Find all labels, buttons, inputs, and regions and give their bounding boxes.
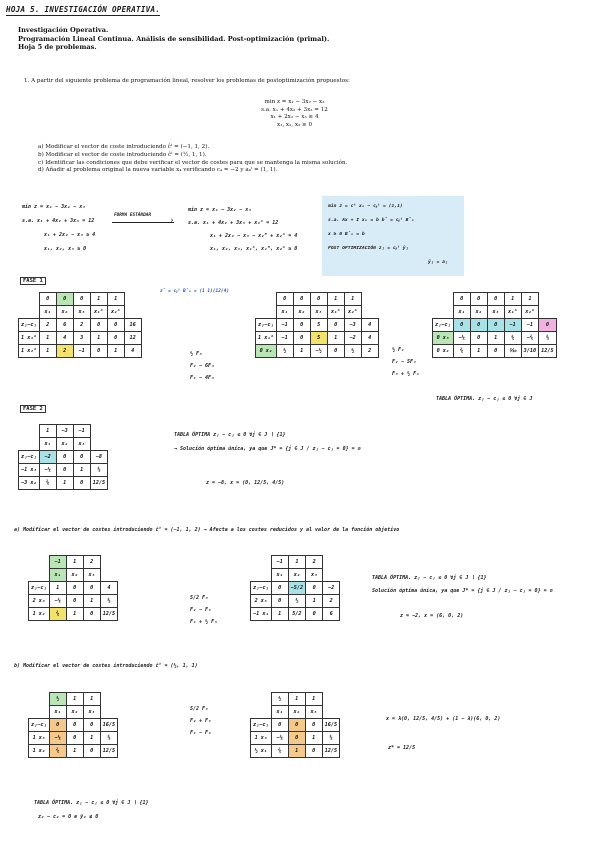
- op-a-2: F₂ − F₃: [190, 607, 212, 613]
- simplex-table-a-2: −1 1 2 x₁ x₂ x₃ zⱼ−cⱼ 0 −5/2 0 −2 2 x₃ 0 ½ 1 2 −1 x₁ 1 5/2 0 6: [250, 555, 340, 621]
- hw-std-obj: min z = x₁ − 3x₂ − x₃: [188, 207, 252, 213]
- simplex-table-a-1: −1 1 2 x₁ x₂ x₃ zⱼ−cⱼ 1 0 0 4 2 x₃ −⅕ 0 1 ⅘ 1 x₂ ⅖ 1 0 12/5: [28, 555, 118, 621]
- solution-a: z = −2, x = (6, 0, 2): [400, 613, 464, 619]
- ops-1: [190, 348, 214, 384]
- op-b-2: F₂ + F₃: [190, 718, 212, 724]
- note-4: POST OPTIMIZACIÓN zⱼ = cᵦᵗ ȳⱼ: [328, 246, 409, 251]
- item-d: d) Añadir al problema original la nueva variable x₄ verificando c₄ = −2 y a₄ᵗ = (1, 1).: [38, 167, 278, 174]
- simplex-table-b-1: ½ 1 1 x₁ x₂ x₃ zⱼ−cⱼ 0 0 0 16/5 1 x₃ −⅕ 0 1 ⅘ 1 x₂ ⅖ 1 0 12/5: [28, 692, 118, 758]
- item-a: a) Modificar el vector de coste introduciendo ĉᵗ = (−1, 1, 2).: [38, 144, 210, 150]
- solution-2: z = −8, x = (0, 12/5, 4/5): [206, 480, 285, 486]
- op-f2: F₂ − 6F₃: [190, 363, 215, 369]
- document-header: [18, 26, 329, 52]
- op-half-f3: ½ F₃: [190, 351, 203, 357]
- hw-original: [22, 200, 95, 256]
- hw-std-c1: s.a. x₁ + 4x₂ + 3x₃ + x₁ᴬ = 12: [188, 220, 279, 226]
- op-half-f4: ½ F₄: [392, 347, 405, 353]
- op-b-3: F₄ − F₃: [190, 730, 212, 736]
- lp-nonneg: x₁, x₂, x₃ ≥ 0: [276, 121, 313, 128]
- page-title: HOJA 5. INVESTIGACIÓN OPERATIVA.: [6, 5, 161, 14]
- optimal-note-2: TABLA ÓPTIMA zⱼ − cⱼ ≤ 0 ∀j ∈ J ∖ {1}: [174, 432, 286, 438]
- alt-optimum-note-b: z₂ − c₂ = 0 e ȳ₂ ≰ 0: [38, 814, 99, 820]
- section-a-title: a) Modificar el vector de costes introduciendo ĉᵗ = (−1, 1, 2) → Afecta a los costes reducidos y al valor de la función objetivo: [14, 527, 400, 533]
- lp-objective: min z = x₁ − 3x₂ − x₃: [264, 99, 325, 105]
- course-name: Investigación Operativa.: [18, 26, 109, 34]
- arrow-line: [112, 222, 174, 223]
- op-f3: F₃ + ½ F₄: [392, 371, 420, 377]
- arrow-icon: ›: [170, 216, 174, 226]
- optimal-note-a: TABLA ÓPTIMA. zⱼ − cⱼ ≤ 0 ∀j ∈ J ∖ {1}: [372, 575, 487, 581]
- op-a-3: F₄ + ½ F₃: [190, 619, 218, 625]
- objective-b: z* = 12/5: [388, 745, 416, 751]
- sheet-label: Hoja 5 de problemas.: [18, 43, 97, 52]
- simplex-table-f2: 1 −3 −1 x₁ x₂ x₃ zⱼ−cⱼ −2 0 0 −8 −1 x₃ −⅕ 0 1 ⅘ −3 x₂ ⅖ 1 0 12/5: [18, 424, 108, 490]
- ops-2: [392, 344, 419, 380]
- simplex-table-f1-2: 0 0 0 1 1 x₁ x₂ x₃ x₁ᴬ x₂ᴬ zⱼ−cⱼ −1 0 5 0 −3 4 1 x₁ᴬ −1 0 5 1 −2 4 0 x₂ ½ 1 −½ 0 ½ 2: [255, 292, 379, 358]
- lp-formulation: [0, 99, 599, 129]
- note-1: min z = cᵗ xₙ − cᵦᵗ = (1,1): [328, 204, 403, 209]
- hw-std-nn: x₁, x₂, x₃, x₁ᴬ, x₂ᴴ, x₂ᴬ ≥ 0: [210, 246, 298, 252]
- item-b: b) Modificar el vector de coste introduciendo ĉᵗ = (½, 1, 1).: [38, 151, 207, 158]
- postopt-notes: [328, 200, 448, 270]
- op-f2-5f4: F₂ − 5F₄: [392, 359, 417, 365]
- hw-orig-c1: s.a. x₁ + 4x₂ + 3x₃ = 12: [22, 218, 95, 224]
- hw-orig-c2: x₁ + 2x₂ − x₃ ≥ 4: [44, 232, 96, 238]
- hw-std-c2: x₁ + 2x₂ − x₃ − x₂ᴴ + x₂ᴬ = 4: [210, 233, 298, 239]
- problem-items: [38, 144, 347, 175]
- simplex-table-b-2: ½ 1 1 x₁ x₂ x₃ zⱼ−cⱼ 0 0 0 16/5 1 x₃ −⅕ 0 1 ⅘ ½ x₁ ⅖ 1 0 12/5: [250, 692, 340, 758]
- ops-a: [190, 592, 217, 628]
- ops-b: [190, 703, 211, 739]
- unique-solution-note-a: Solución óptima única, ya que J* = {j ∈ J / zⱼ − cⱼ = 0} = ∅: [372, 588, 553, 594]
- op-f4: F₄ − 4F₃: [190, 375, 215, 381]
- problem-intro: 1. A partir del siguiente problema de programación lineal, resolver los problemas de postoptimización propuestos:: [24, 78, 350, 84]
- op-a-1: 5/2 F₃: [190, 595, 209, 601]
- unique-solution-note-2: → Solución óptima única, ya que J* = {j ∈ J / zⱼ − cⱼ = 0} = ∅: [174, 446, 361, 452]
- fase1-label: FASE 1: [20, 277, 46, 285]
- note-5: ȳⱼ = aⱼ: [428, 260, 448, 265]
- optimal-note-b: TABLA ÓPTIMA. zⱼ − cⱼ ≤ 0 ∀j ∈ J ∖ {1}: [34, 800, 149, 806]
- course-topic: Programación Lineal Continua. Análisis de sensibilidad. Post-optimización (primal).: [18, 34, 330, 43]
- z-formula: z̄ = cᵦᵗ B̄ₙ = (1 1)(12/4): [160, 289, 230, 294]
- fase2-label: FASE 2: [20, 405, 46, 413]
- optimal-note-1: TABLA ÓPTIMA. zⱼ − cⱼ ≤ 0 ∀j ∈ J: [436, 396, 533, 402]
- note-2: s.a. Ax + I xₙ = b b̄ = cᵦᵗ B̄ₙ: [328, 218, 415, 223]
- lp-constraint-1: s.a. x₁ + 4x₂ + 3x₃ = 12: [261, 106, 328, 113]
- standard-form-label: FORMA ESTÁNDAR: [114, 213, 152, 218]
- lp-constraint-2: x₁ + 2x₂ − x₃ ≥ 4: [270, 114, 319, 121]
- simplex-table-f1-1: 0 0 0 1 1 x₁ x₂ x₃ x₁ᴬ x₂ᴬ zⱼ−cⱼ 2 6 2 0 0 16 1 x₁ᴬ 1 4 3 1 0 12 1 x₂ᴬ 1 2 −1 0 1 4: [18, 292, 142, 358]
- op-b-1: 5/2 F₃: [190, 706, 209, 712]
- simplex-table-f1-3: 0 0 0 1 1 x₁ x₂ x₃ x₁ᴬ x₂ᴬ zⱼ−cⱼ 0 0 0 −1 −1 0 0 x₃ −⅕ 0 1 ⅕ −⅖ ⅘ 0 x₂ ⅖ 1 0 ⅒ 3/10 12/5: [432, 292, 557, 358]
- item-c: c) Identificar las condiciones que debe verificar el vector de costes para que se mantenga la misma solución.: [38, 159, 348, 166]
- note-3: x ≥ 0 B̄ₙ = b: [328, 232, 365, 237]
- hw-standard: [188, 204, 297, 256]
- solution-b: x = λ(0, 12/5, 4/5) + (1 − λ)(6, 0, 2): [386, 716, 501, 722]
- hw-orig-obj: min z = x₁ − 3x₂ − x₃: [22, 204, 86, 210]
- section-b-title: b) Modificar el vector de costes introduciendo ĉᵗ = (½, 1, 1): [14, 663, 198, 669]
- hw-orig-nn: x₁, x₂, x₃ ≥ 0: [44, 246, 87, 252]
